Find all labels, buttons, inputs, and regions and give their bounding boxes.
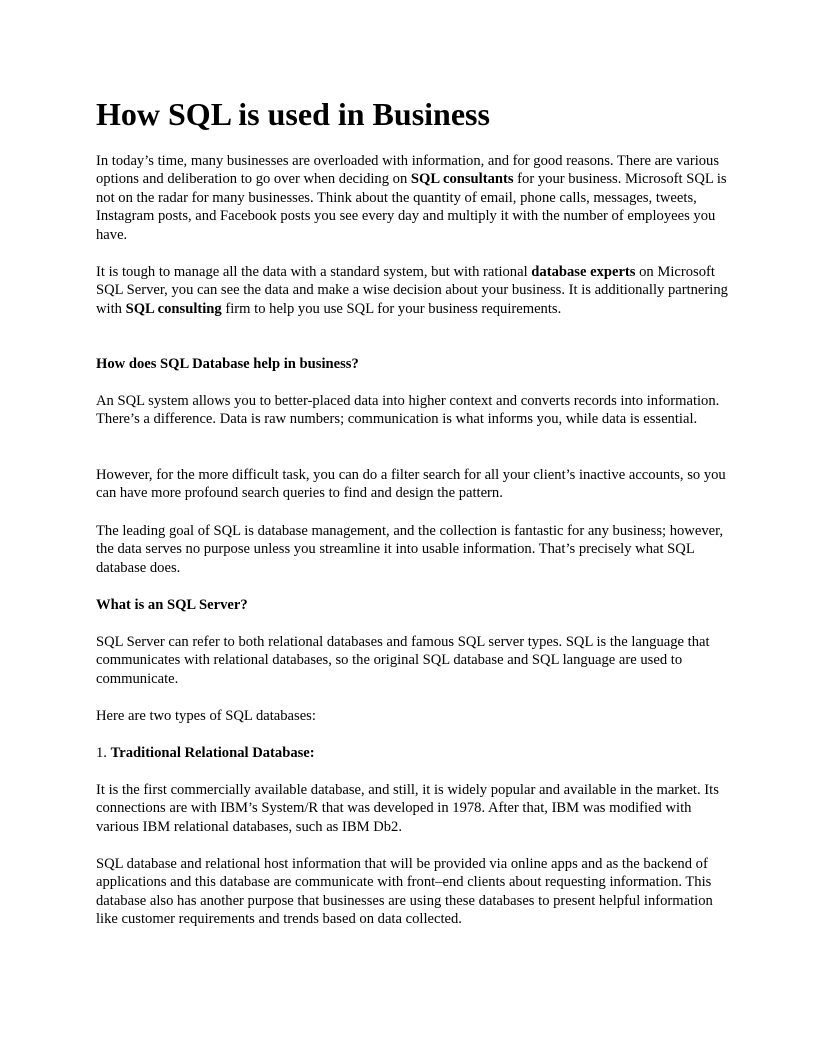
- section-heading-how-sql-helps: How does SQL Database help in business?: [96, 356, 359, 372]
- sql-server-paragraph: SQL Server can refer to both relational databases and famous SQL server types. SQL is the language that communicates with relational databases, so the original SQL database and SQL language are used to communicate.: [96, 634, 710, 687]
- experts-text-2: on Microsoft SQL Server, you can see the data and make a wise decision about your business. It is additionally partnering with: [96, 264, 728, 317]
- list-item-traditional-relational: [96, 744, 736, 762]
- experts-text-1: It is tough to manage all the data with a standard system, but with rational: [96, 264, 532, 280]
- sql-consulting-bold: SQL consulting: [125, 300, 222, 317]
- first-commercial-paragraph: It is the first commercially available database, and still, it is widely popular and available in the market. Its connections are with IBM’s System/R that was developed in 1978. After that, IBM was modified with various IBM relational databases, such as IBM Db2.: [96, 782, 719, 835]
- two-types-paragraph: Here are two types of SQL databases:: [96, 708, 316, 724]
- database-experts-bold: database experts: [531, 264, 636, 280]
- filter-search-paragraph: However, for the more difficult task, you can do a filter search for all your client’s inactive accounts, so you can have more profound search queries to find and design the pattern.: [96, 467, 726, 502]
- sql-system-paragraph: An SQL system allows you to better-placed data into higher context and converts records into information. There’s a difference. Data is raw numbers; communication is what informs you, while data is essential.: [96, 393, 720, 428]
- section-heading-what-is-sql-server: What is an SQL Server?: [96, 597, 248, 613]
- page-title: How SQL is used in Business: [96, 96, 490, 132]
- intro-text-2: for your business. Microsoft SQL is not on the radar for many businesses. Think about the quantity of email, phone calls, messages, tweets, Instagram posts, and Facebook posts you see every day and multiply it with the number of employees you have.: [96, 171, 727, 243]
- leading-goal-paragraph: The leading goal of SQL is database management, and the collection is fantastic for any business; however, the data serves no purpose unless you streamline it into usable information. That’s precisely what SQL database does.: [96, 523, 724, 576]
- list-number: 1.: [96, 745, 111, 761]
- database-experts-paragraph: [96, 263, 736, 318]
- intro-paragraph: [96, 152, 736, 244]
- list-item-label: Traditional Relational Database:: [110, 745, 315, 761]
- relational-host-paragraph: SQL database and relational host information that will be provided via online apps and as the backend of applications and this database are communicate with front–end clients about requesting information. This database also has another purpose that businesses are using these databases to present helpful information like customer requirements and trends based on data collected.: [96, 856, 713, 928]
- experts-text-3: firm to help you use SQL for your business requirements.: [221, 300, 562, 317]
- sql-consultants-bold: SQL consultants: [410, 171, 514, 188]
- intro-text-1: In today’s time, many businesses are overloaded with information, and for good reasons. There are various options and deliberation to go over when deciding on: [96, 153, 720, 188]
